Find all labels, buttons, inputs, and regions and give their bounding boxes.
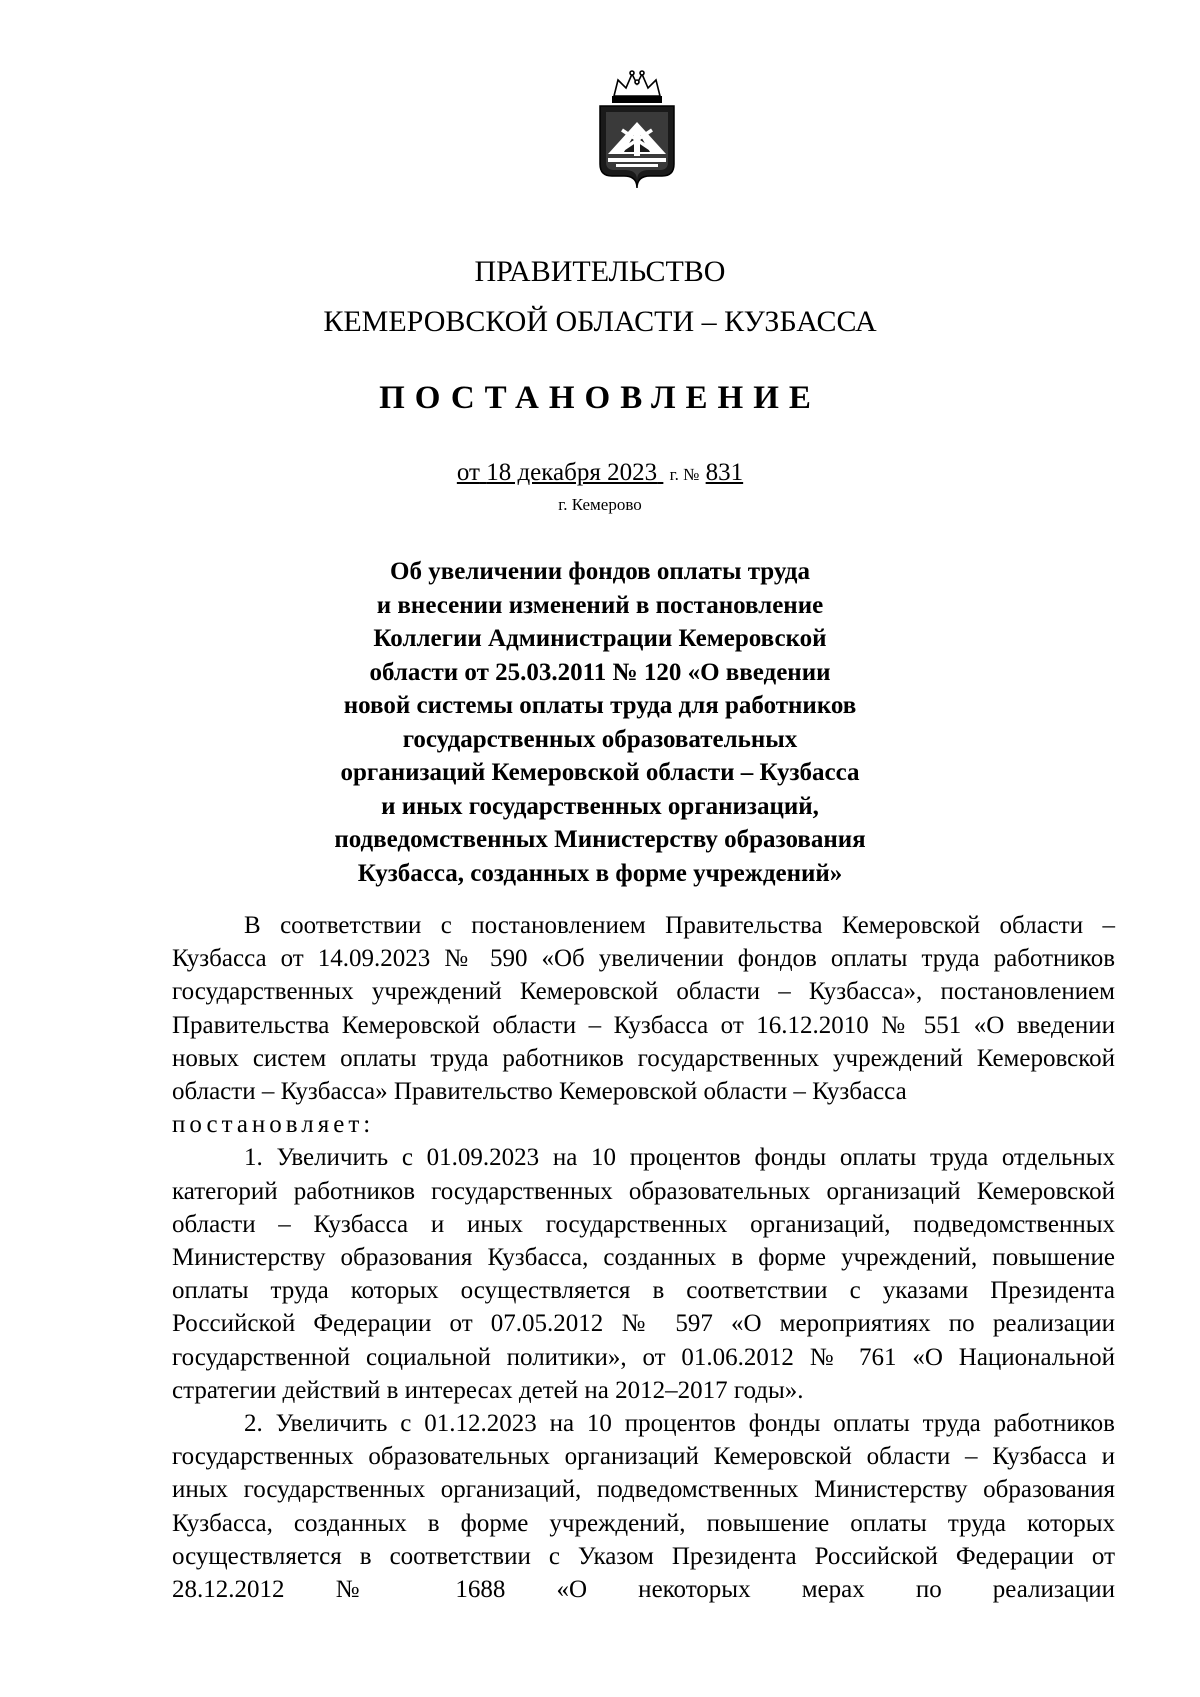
item-2-text: 2. Увеличить с 01.12.2023 на 10 процентов фонды оплаты труда работников государственных образовательных организаций Кемеровской области – Кузбасса и иных государственных организаций, подведомственных Министерству образования Кузбасса, созданных в форме учреждений, повышение оплаты труда которых осуществляется в соответствии с Указом Президента Российской Федерации от 28.12.2012 № 1688 «О некоторых мерах по реализации: [172, 1410, 1115, 1604]
org-name-line1: ПРАВИТЕЛЬСТВО: [474, 255, 726, 288]
decree-word: постановляет:: [172, 1111, 375, 1139]
title-line: организаций Кемеровской области – Кузбасса: [340, 759, 860, 786]
title-line: и иных государственных организаций,: [381, 792, 819, 820]
title-line: государственных образовательных: [402, 725, 798, 753]
item-1-paragraph: [172, 1141, 1115, 1407]
document-number: 831: [705, 459, 744, 486]
title-line: области от 25.03.2011 № 120 «О введении: [369, 658, 831, 686]
document-type-heading: ПОСТАНОВЛЕНИЕ: [379, 380, 821, 416]
title-line: подведомственных Министерству образования: [334, 826, 866, 853]
date-value: 18 декабря 2023: [486, 459, 658, 486]
title-line: и внесении изменений в постановление: [376, 591, 824, 619]
preamble-text: В соответствии с постановлением Правительства Кемеровской области – Кузбасса от 14.09.2023 № 590 «Об увеличении фондов оплаты труда работников государственных учреждений Кемеровской области – Кузбасса», постановлением Правительства Кемеровской области – Кузбасса от 16.12.2010 № 551 «О введении новых систем оплаты труда работников государственных учреждений Кемеровской области – Кузбасса» Правительство Кемеровской области – Кузбасса: [172, 912, 1115, 1106]
org-name-line2: КЕМЕРОВСКОЙ ОБЛАСТИ – КУЗБАССА: [323, 305, 877, 338]
city-name: г. Кемерово: [558, 495, 642, 514]
item-2-paragraph: [172, 1407, 1115, 1606]
decree-word-paragraph: [172, 1108, 1115, 1141]
date-number-line: [0, 458, 1200, 490]
date-prefix: от: [456, 459, 480, 486]
document-body: [172, 909, 1115, 1606]
preamble-paragraph: [172, 909, 1115, 1108]
title-line: Кузбасса, созданных в форме учреждений»: [357, 859, 843, 887]
title-line: Об увеличении фондов оплаты труда: [390, 558, 810, 585]
title-line: Коллегии Администрации Кемеровской: [373, 625, 827, 652]
document-title: [0, 555, 1200, 890]
title-line: новой системы оплаты труда для работников: [343, 692, 857, 719]
number-label: г. №: [669, 465, 700, 484]
coat-of-arms-kuzbass-icon: [594, 66, 680, 190]
item-1-text: 1. Увеличить с 01.09.2023 на 10 процентов фонды оплаты труда отдельных категорий работников государственных образовательных организаций Кемеровской области – Кузбасса и иных государственных организаций, подведомственных Министерству образования Кузбасса, созданных в форме учреждений, повышение оплаты труда которых осуществляется в соответствии с указами Президента Российской Федерации от 07.05.2012 № 597 «О мероприятиях по реализации государственной социальной политики», от 01.06.2012 № 761 «О Национальной стратегии действий в интересах детей на 2012–2017 годы».: [172, 1144, 1115, 1404]
